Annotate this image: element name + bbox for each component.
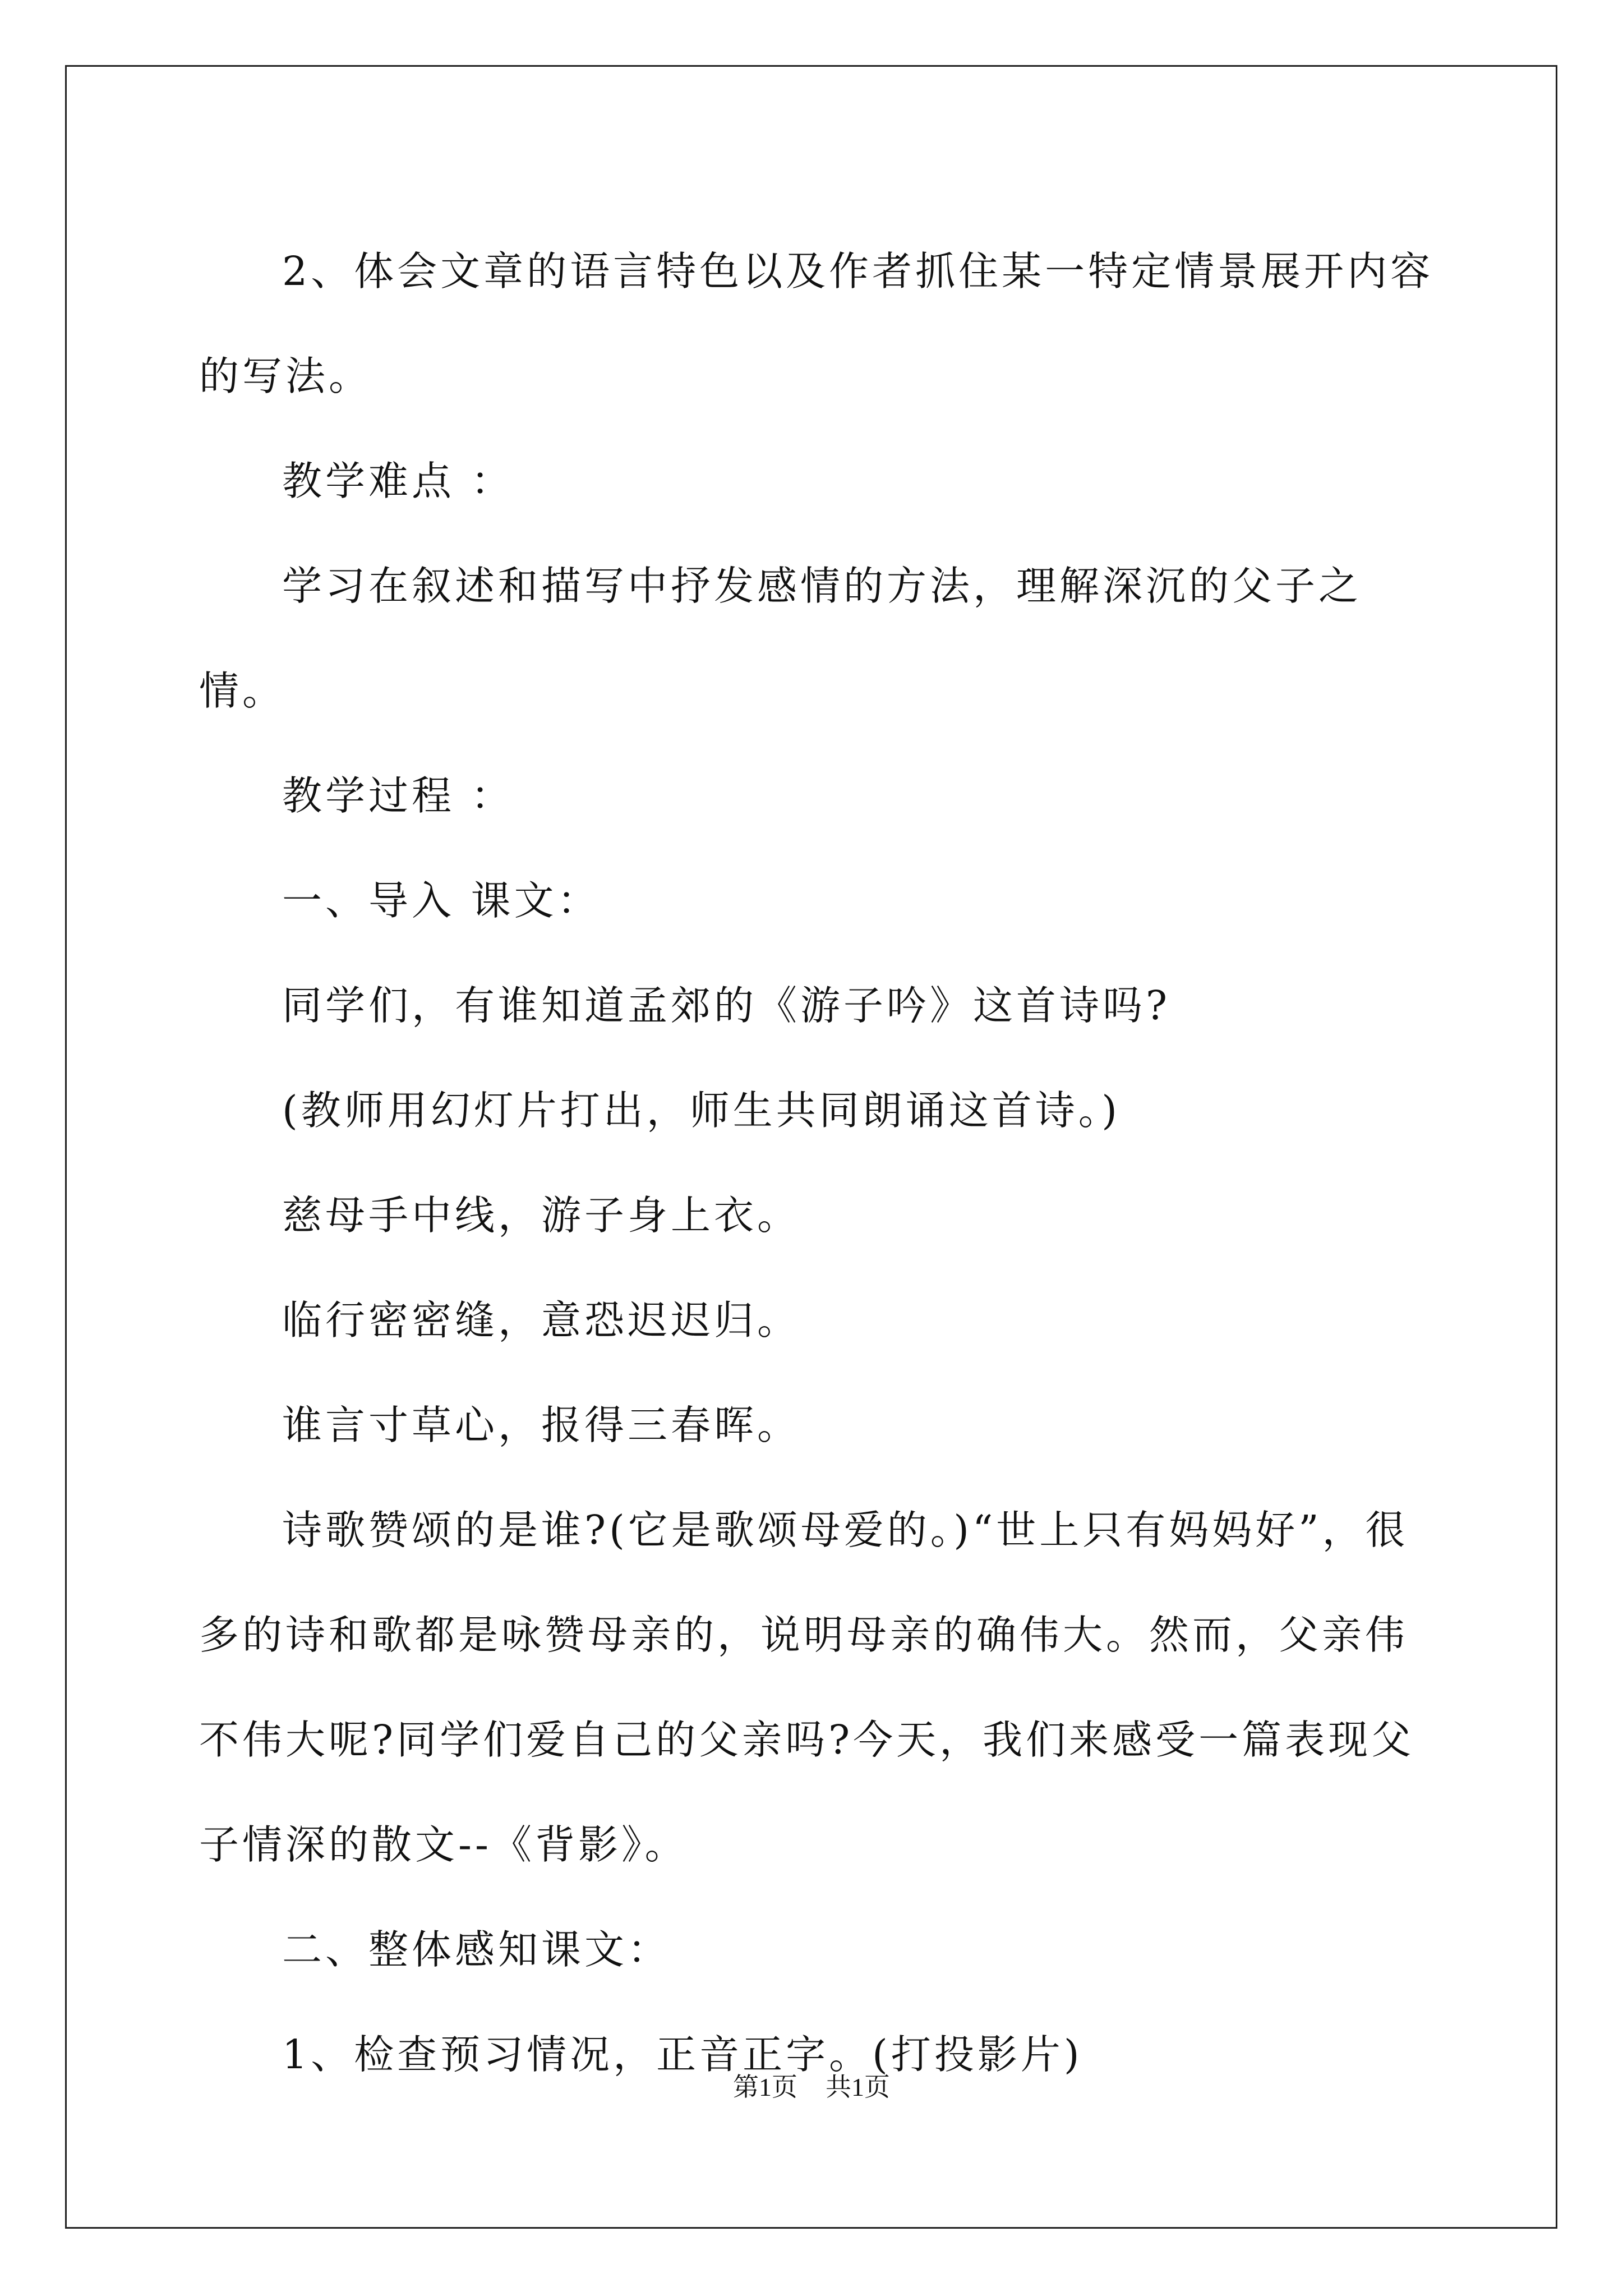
paragraph-question: 同学们，有谁知道孟郊的《游子吟》这首诗吗? [282,982,1171,1029]
page-total: 共1页 [826,2073,890,2101]
paragraph-slide-note: (教师用幻灯片打出，师生共同朗诵这首诗。) [282,1087,1121,1134]
poem-line-3: 谁言寸草心，报得三春晖。 [282,1402,801,1448]
paragraph-preview-check: 1、检查预习情况，正音正字。(打投影片) [282,2031,1083,2078]
page-number: 第1页 [733,2073,797,2101]
document-body [199,219,1438,2107]
paragraph-discussion: 诗歌赞颂的是谁?(它是歌颂母爱的。)“世上只有妈妈好”，很多的诗和歌都是咏赞母亲的，说明母亲的确伟大。然而，父亲伟不伟大呢?同学们爱自己的父亲吗?今天，我们来感受一篇表现父子情深的散文--《背影》。 [199,1507,1415,1868]
heading-teaching-process: 教学过程 ： [282,772,514,819]
poem-line-2: 临行密密缝，意恐迟迟归。 [282,1297,801,1343]
page-footer [0,2067,1623,2104]
heading-introduction: 一、导入 课文： [282,877,601,924]
paragraph-difficulty-text: 学习在叙述和描写中抒发感情的方法，理解深沉的父子之情。 [199,563,1362,714]
paragraph-objective-2: 2、体会文章的语言特色以及作者抓住某一特定情景展开内容的写法。 [199,248,1434,399]
heading-teaching-difficulty: 教学难点 ： [282,458,514,504]
heading-overall-perception: 二、整体感知课文： [282,1926,671,1973]
poem-line-1: 慈母手中线，游子身上衣。 [282,1192,801,1239]
